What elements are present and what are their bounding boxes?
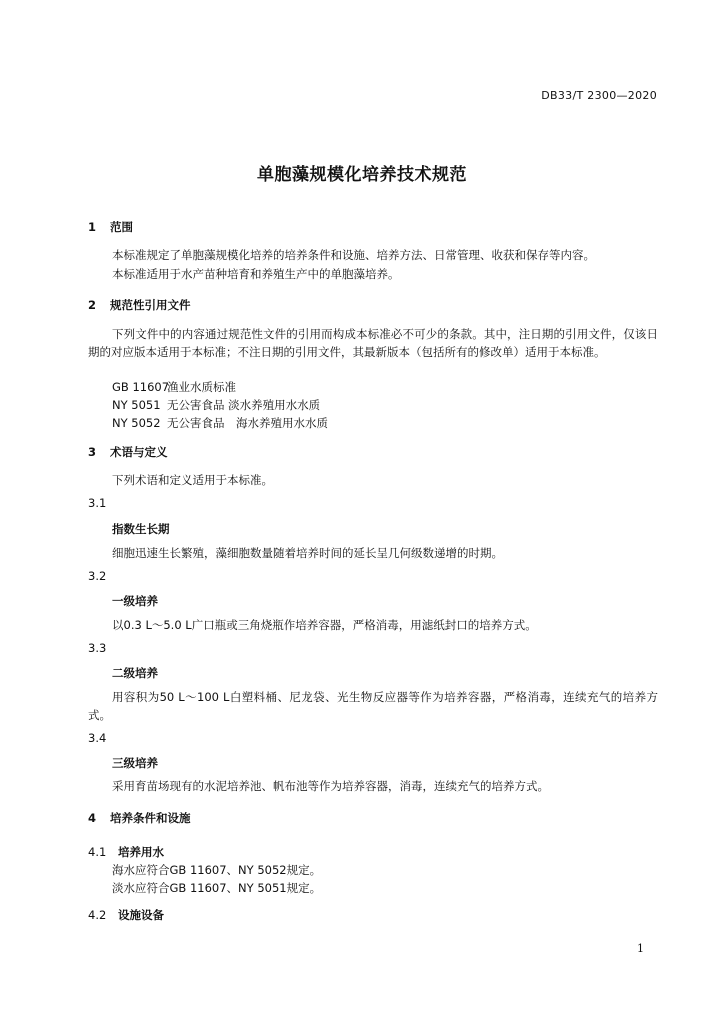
subsection-4-2-heading (88, 904, 164, 923)
section-3-heading (88, 444, 168, 460)
term-number: 3.2 (88, 569, 107, 583)
section-2-paragraph: 下列文件中的内容通过规范性文件的引用而构成本标准必不可少的条款。其中，注日期的引用文件，仅该日期的对应版本适用于本标准；不注日期的引用文件，其最新版本（包括所有的修改单）适用于本标准。 (88, 327, 658, 359)
section-title: 术语与定义 (110, 445, 168, 459)
reference-code: NY 5052 (112, 416, 161, 430)
reference-code: GB 11607 (112, 380, 170, 394)
subsection-number: 4.2 (88, 908, 107, 922)
section-1-paragraph-1: 本标准规定了单胞藻规模化培养的培养条件和设施、培养方法、日常管理、收获和保存等内容。 (112, 248, 595, 262)
section-number: 1 (88, 220, 97, 234)
section-2-heading (88, 297, 191, 313)
section-4-heading (88, 810, 191, 826)
section-title: 范围 (110, 220, 133, 234)
reference-item (112, 396, 320, 414)
term-definition: 采用育苗场现有的水泥培养池、帆布池等作为培养容器，消毒，连续充气的培养方式。 (112, 779, 549, 793)
term-definition: 细胞迅速生长繁殖，藻细胞数量随着培养时间的延长呈几何级数递增的时期。 (112, 546, 503, 560)
subsection-title: 培养用水 (118, 845, 164, 859)
term-number: 3.1 (88, 496, 107, 510)
reference-item (112, 414, 328, 432)
subsection-title: 设施设备 (118, 908, 164, 922)
term-name: 一级培养 (112, 594, 158, 608)
section-1-heading (88, 219, 133, 235)
section-3-intro: 下列术语和定义适用于本标准。 (112, 473, 273, 487)
term-name: 三级培养 (112, 756, 158, 770)
term-number: 3.4 (88, 731, 107, 745)
term-name: 指数生长期 (112, 522, 170, 536)
section-title: 培养条件和设施 (110, 811, 191, 825)
reference-name: 无公害食品 淡水养殖用水水质 (167, 398, 321, 412)
term-definition: 用容积为50 L～100 L白塑料桶、尼龙袋、光生物反应器等作为培养容器，严格消毒，连续充气的培养方式。 (88, 690, 658, 722)
section-title: 规范性引用文件 (110, 298, 191, 312)
term-name: 二级培养 (112, 666, 158, 680)
standard-code: DB33/T 2300—2020 (541, 89, 657, 102)
subsection-4-1-heading (88, 841, 164, 860)
section-1-paragraph-2: 本标准适用于水产苗种培育和养殖生产中的单胞藻培养。 (112, 267, 400, 281)
term-definition: 以0.3 L～5.0 L广口瓶或三角烧瓶作培养容器，严格消毒，用滤纸封口的培养方式。 (112, 618, 537, 632)
term-number: 3.3 (88, 641, 107, 655)
section-number: 2 (88, 298, 97, 312)
reference-code: NY 5051 (112, 398, 161, 412)
reference-name: 无公害食品 海水养殖用水水质 (167, 416, 328, 430)
section-number: 4 (88, 811, 97, 825)
subsection-number: 4.1 (88, 845, 107, 859)
reference-name: 渔业水质标准 (167, 380, 236, 394)
document-title: 单胞藻规模化培养技术规范 (257, 165, 467, 185)
section-number: 3 (88, 445, 97, 459)
water-requirement-line: 海水应符合GB 11607、NY 5052规定。 (112, 863, 322, 877)
water-requirement-line: 淡水应符合GB 11607、NY 5051规定。 (112, 881, 322, 895)
page-number: 1 (637, 942, 644, 955)
reference-item (112, 378, 236, 396)
